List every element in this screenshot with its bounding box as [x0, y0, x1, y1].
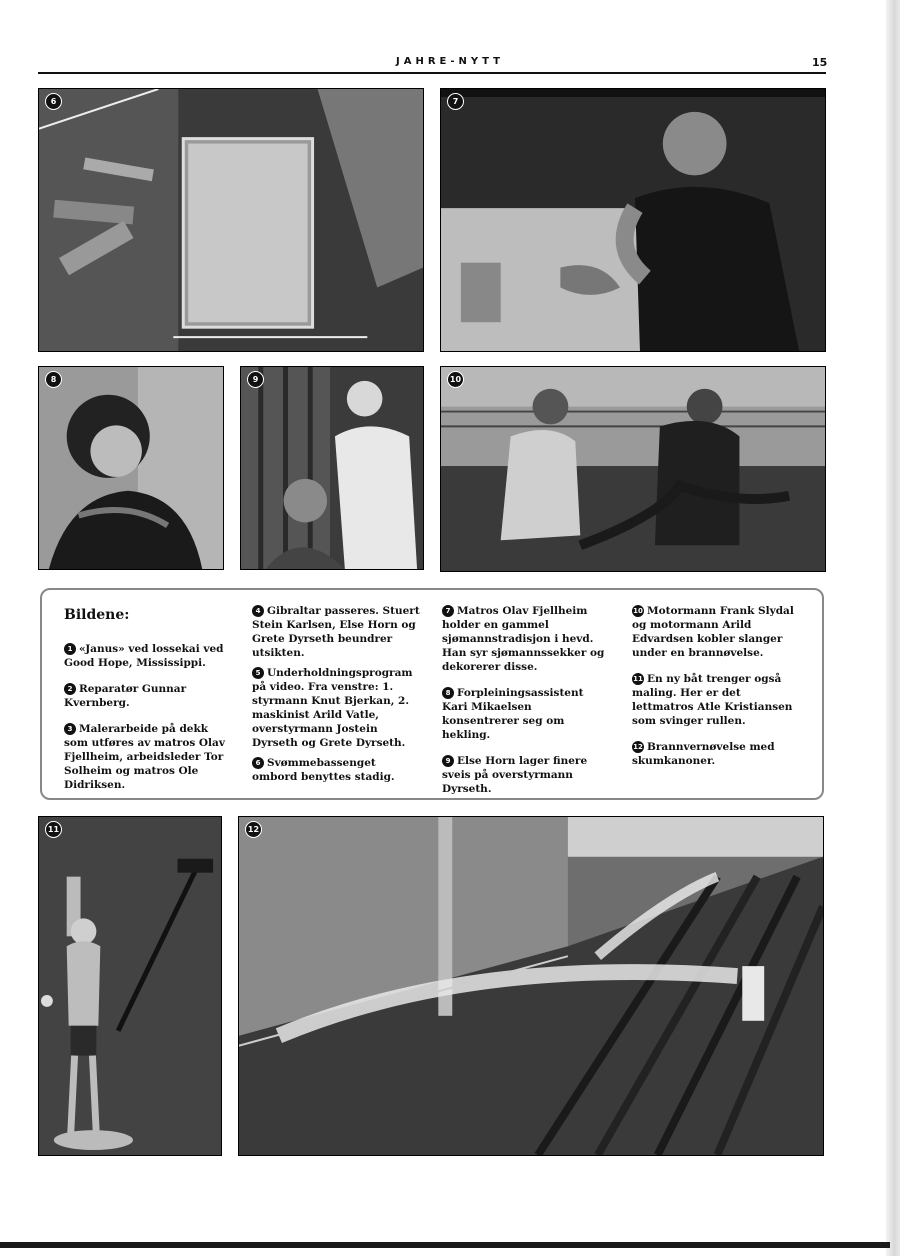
caption-item: 1 «Janus» ved lossekai ved Good Hope, Mississippi.: [64, 643, 224, 669]
photo-swimming-pool: [38, 88, 424, 352]
photo-number: 6: [45, 93, 62, 110]
caption-number: 10: [633, 607, 643, 615]
caption-item: 11 En ny båt trenger også maling. Her er det lettmatros Atle Kristiansen som svinger rullen.: [632, 673, 793, 727]
photo-painting-hull: [38, 816, 222, 1156]
sailor-illustration: [441, 89, 825, 351]
photo-sailor-sewing: [440, 88, 826, 352]
caption-column-3: [442, 604, 610, 808]
painting-illustration: [39, 817, 221, 1155]
caption-column-2: [252, 604, 420, 796]
photo-crocheting: [38, 366, 224, 570]
page-number: 15: [812, 56, 828, 69]
caption-number: 1: [64, 643, 76, 655]
caption-number: 2: [64, 683, 76, 695]
caption-item: 12 Brannvernøvelse med skumkanoner.: [632, 741, 775, 767]
photo-fire-drill: [238, 816, 824, 1156]
caption-number: 4: [252, 605, 264, 617]
caption-number: 5: [252, 667, 264, 679]
photo-number: 8: [45, 371, 62, 388]
caption-number: 8: [442, 687, 454, 699]
photo-number: 11: [45, 821, 62, 838]
crochet-illustration: [39, 367, 223, 569]
caption-column-1: [64, 604, 234, 804]
photo-number: 12: [245, 821, 262, 838]
caption-item: 8 Forpleiningsassistent Kari Mikaelsen konsentrerer seg om hekling.: [442, 687, 584, 741]
pool-illustration: [39, 89, 423, 351]
caption-item: 6 Svømmebassenget ombord benyttes stadig.: [252, 757, 395, 783]
photo-fire-hoses: [440, 366, 826, 572]
haircut-illustration: [241, 367, 423, 569]
caption-item: 5 Underholdningsprogram på video. Fra venstre: 1. styrmann Knut Bjerkan, 2. maskinist Arild Vatle, overstyrmann Jostein Dyrseth og Grete Dyrseth.: [252, 667, 413, 749]
caption-number: 3: [64, 723, 76, 735]
fire-drill-illustration: [239, 817, 823, 1155]
caption-number: 12: [633, 743, 643, 751]
caption-column-4: [632, 604, 802, 780]
caption-item: 4 Gibraltar passeres. Stuert Stein Karlsen, Else Horn og Grete Dyrseth beundrer utsikten.: [252, 605, 420, 659]
caption-number: 6: [252, 757, 264, 769]
header-rule: [38, 72, 826, 74]
magazine-title: JAHRE-NYTT: [396, 56, 504, 67]
photo-haircut: [240, 366, 424, 570]
hoses-illustration: [441, 367, 825, 571]
photo-number: 9: [247, 371, 264, 388]
photo-number: 10: [447, 371, 464, 388]
caption-item: 10 Motormann Frank Slydal og motormann Arild Edvardsen kobler slanger under en brannøvelse.: [632, 605, 794, 659]
caption-item: 7 Matros Olav Fjellheim holder en gammel sjømannstradisjon i hevd. Han syr sjømannssekker og dekorerer disse.: [442, 605, 605, 673]
photo-number: 7: [447, 93, 464, 110]
caption-item: 3 Malerarbeide på dekk som utføres av matros Olav Fjellheim, arbeidsleder Tor Solheim og matros Ole Didriksen.: [64, 723, 225, 791]
caption-box: [40, 588, 824, 800]
caption-number: 9: [442, 755, 454, 767]
caption-item: 2 Reparatør Gunnar Kvernberg.: [64, 683, 187, 709]
caption-heading: Bildene:: [64, 607, 130, 623]
caption-number: 7: [442, 605, 454, 617]
caption-item: 9 Else Horn lager finere sveis på overstyrmann Dyrseth.: [442, 755, 588, 795]
page-edge-shadow: [886, 0, 900, 1256]
bottom-edge-bar: [0, 1242, 890, 1248]
caption-number: 11: [633, 675, 643, 683]
